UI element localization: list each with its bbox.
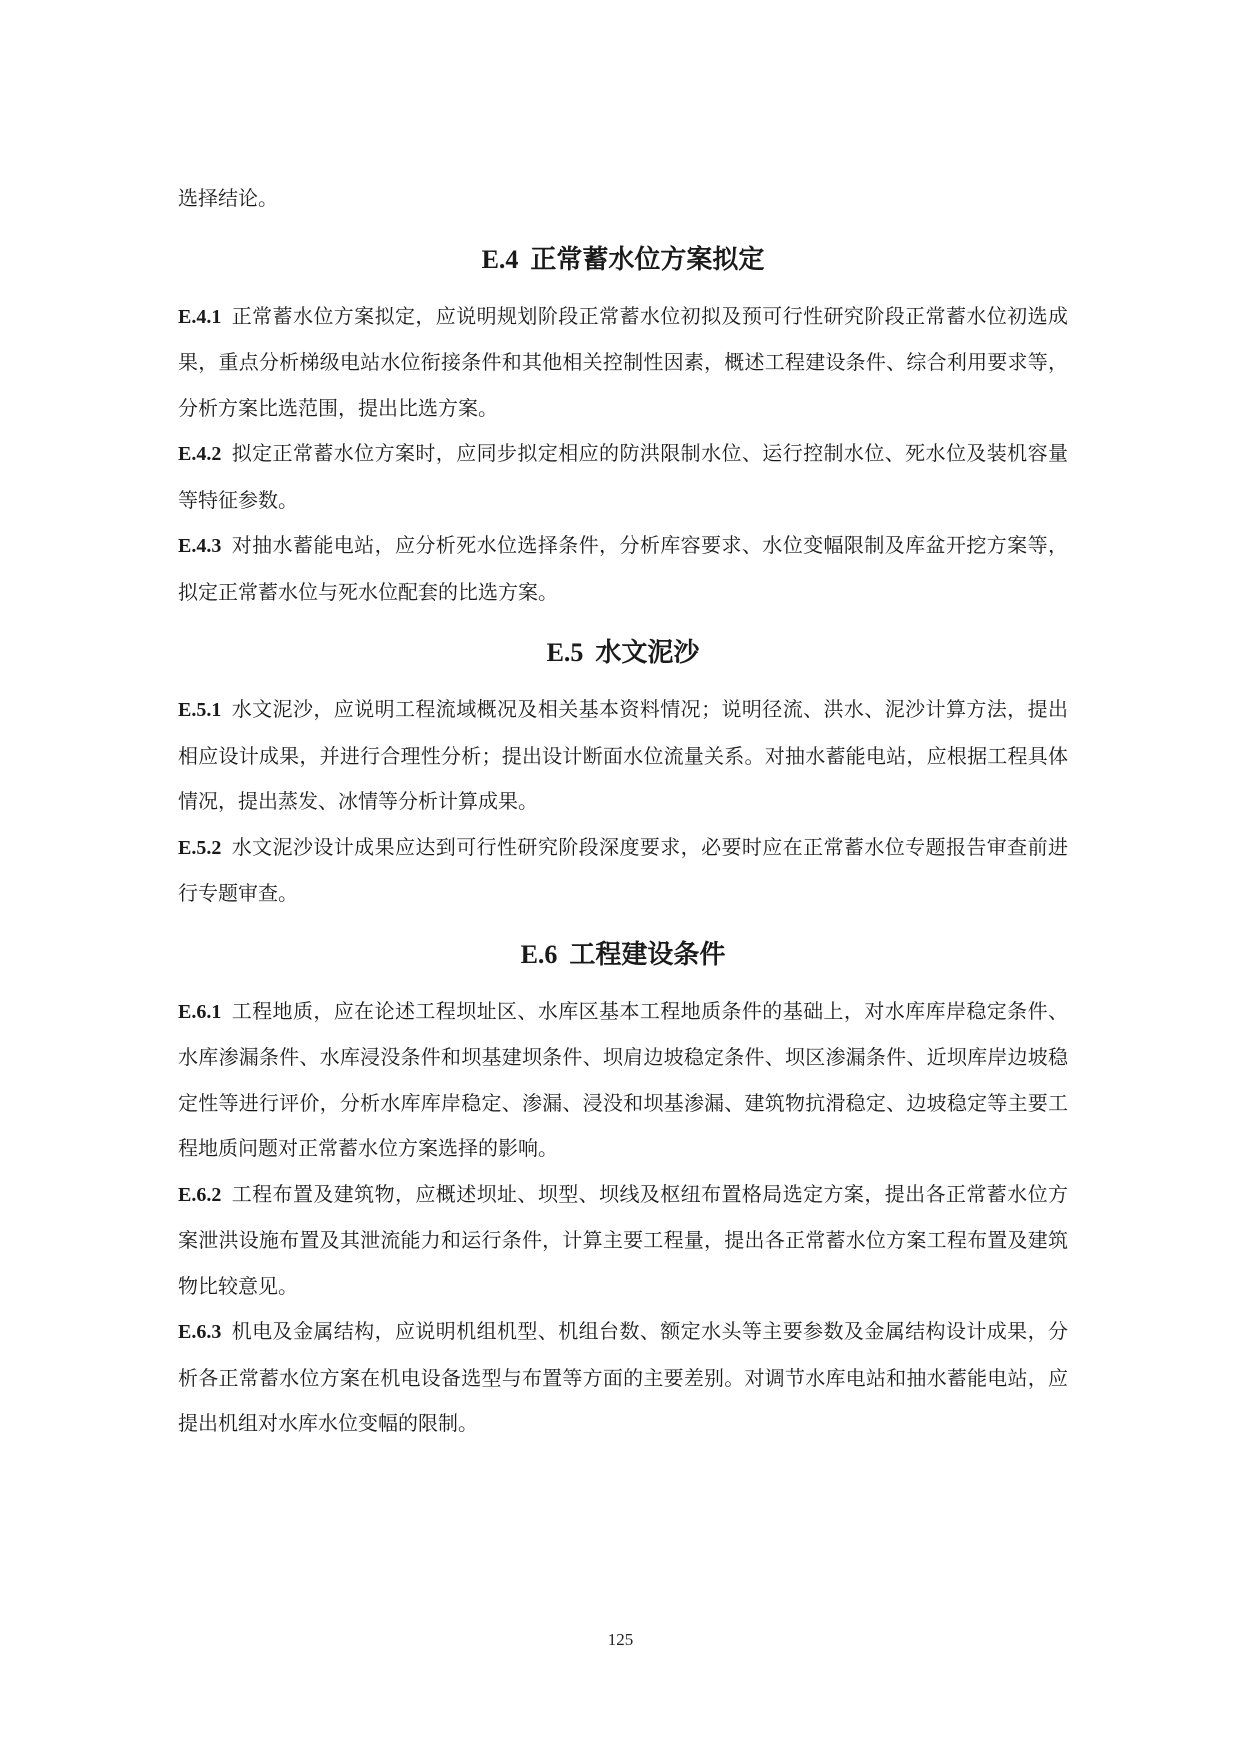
section-heading-e5: [178, 633, 1068, 673]
page-number: 125: [607, 1630, 634, 1649]
clause-text: 水文泥沙，应说明工程流域概况及相关基本资料情况；说明径流、洪水、泥沙计算方法，提出相应设计成果，并进行合理性分析；提出设计断面水位流量关系。对抽水蓄能电站，应根据工程具体情况，提出蒸发、冰情等分析计算成果。: [178, 697, 1068, 813]
clause-e5-2: [178, 825, 1068, 917]
clause-e4-3: [178, 523, 1068, 615]
section-number: E.6: [520, 939, 558, 969]
clause-number: E.4.3: [178, 535, 222, 557]
clause-e4-2: [178, 431, 1068, 523]
clause-text: 对抽水蓄能电站，应分析死水位选择条件，分析库容要求、水位变幅限制及库盆开挖方案等，拟定正常蓄水位与死水位配套的比选方案。: [178, 533, 1068, 604]
clause-number: E.6.1: [178, 1000, 222, 1023]
section-heading-e6: [178, 935, 1068, 975]
clause-text: 工程布置及建筑物，应概述坝址、坝型、坝线及枢纽布置格局选定方案，提出各正常蓄水位方案泄洪设施布置及其泄流能力和运行条件，计算主要工程量，提出各正常蓄水位方案工程布置及建筑物比较意见。: [178, 1181, 1068, 1298]
intro-text: 选择结论。: [178, 186, 278, 210]
clause-e6-1: [178, 989, 1068, 1172]
clause-text: 正常蓄水位方案拟定，应说明规划阶段正常蓄水位初拟及预可行性研究阶段正常蓄水位初选成果，重点分析梯级电站水位衔接条件和其他相关控制性因素，概述工程建设条件、综合利用要求等，分析方案比选范围，提出比选方案。: [178, 303, 1068, 420]
section-number: E.4: [481, 244, 519, 274]
clause-text: 拟定正常蓄水位方案时，应同步拟定相应的防洪限制水位、运行控制水位、死水位及装机容量等特征参数。: [178, 441, 1068, 512]
section-number: E.5: [546, 638, 584, 667]
clause-e4-1: [178, 294, 1068, 432]
document-body: [178, 176, 1068, 1447]
clause-number: E.5.2: [178, 836, 222, 859]
clause-number: E.4.1: [178, 305, 222, 328]
section-heading-e4: [178, 240, 1068, 280]
clause-number: E.5.1: [178, 699, 222, 721]
clause-text: 机电及金属结构，应说明机组机型、机组台数、额定水头等主要参数及金属结构设计成果，分析各正常蓄水位方案在机电设备选型与布置等方面的主要差别。对调节水库电站和抽水蓄能电站，应提出机组对水库水位变幅的限制。: [178, 1319, 1068, 1435]
clause-number: E.6.2: [178, 1183, 222, 1206]
clause-e6-2: [178, 1172, 1068, 1310]
clause-number: E.6.3: [178, 1321, 222, 1343]
section-title: 工程建设条件: [569, 939, 726, 970]
clause-e5-1: [178, 687, 1068, 825]
clause-text: 工程地质，应在论述工程坝址区、水库区基本工程地质条件的基础上，对水库库岸稳定条件、水库渗漏条件、水库浸没条件和坝基建坝条件、坝肩边坡稳定条件、坝区渗漏条件、近坝库岸边坡稳定性等进行评价，分析水库库岸稳定、渗漏、浸没和坝基渗漏、建筑物抗滑稳定、边坡稳定等主要工程地质问题对正常蓄水位方案选择的影响。: [178, 998, 1068, 1160]
section-title: 正常蓄水位方案拟定: [530, 244, 765, 275]
clause-e6-3: [178, 1309, 1068, 1447]
clause-number: E.4.2: [178, 443, 222, 465]
clause-text: 水文泥沙设计成果应达到可行性研究阶段深度要求，必要时应在正常蓄水位专题报告审查前进行专题审查。: [178, 834, 1068, 905]
section-title: 水文泥沙: [595, 638, 700, 668]
